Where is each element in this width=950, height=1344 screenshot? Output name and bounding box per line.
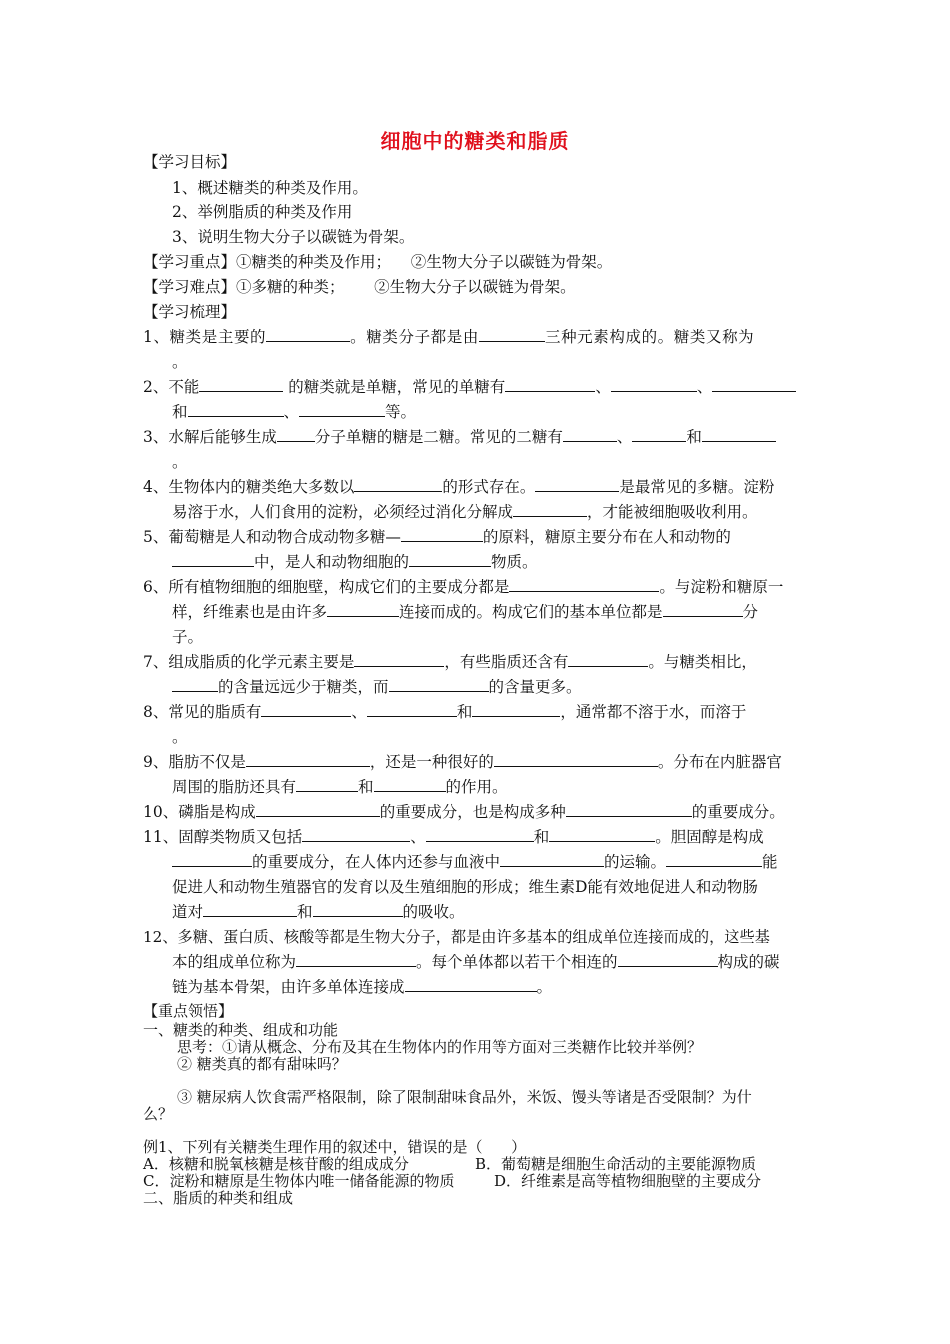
question-11-cont: 的重要成分，在人体内还参与血液中 的运输。 能 <box>172 851 778 873</box>
question-2-cont: 和 、 等。 <box>172 403 417 421</box>
goal-3: 3、说明生物大分子以碳链为骨架。 <box>172 228 415 246</box>
question-7-cont: 的含量远远少于糖类，而 的含量更多。 <box>172 676 582 698</box>
question-9-cont: 周围的脂肪还具有 和 的作用。 <box>172 778 508 796</box>
blank[interactable] <box>389 677 489 692</box>
goals-header: 【学习目标】 <box>143 153 237 171</box>
blank[interactable] <box>405 977 537 992</box>
page-title: 细胞中的糖类和脂质 <box>380 129 570 153</box>
option-d: D．纤维素是高等植物细胞壁的主要成分 <box>494 1172 762 1190</box>
question-1: 1、糖类是主要的 。糖类分子都是由 三种元素构成的。糖类又称为 <box>143 328 755 346</box>
blank[interactable] <box>188 402 284 417</box>
question-12: 12、多糖、蛋白质、核酸等都是生物大分子，都是由许多基本的组成单位连接而成的，这些基 <box>143 928 770 946</box>
blank[interactable] <box>494 752 658 767</box>
think-3-end: 么？ <box>143 1105 174 1123</box>
question-5-cont: 中，是人和动物细胞的 物质。 <box>172 551 538 573</box>
question-11-cont2: 促进人和动物生殖器官的发育以及生殖细胞的形成；维生素D能有效地促进人和动物肠 <box>172 878 758 896</box>
goal-2: 2、举例脂质的种类及作用 <box>172 203 353 221</box>
blank[interactable] <box>618 952 718 967</box>
option-a: A．核糖和脱氧核糖是核苷酸的组成成分 <box>143 1155 409 1173</box>
blank[interactable] <box>702 427 776 442</box>
blank[interactable] <box>246 752 370 767</box>
blank[interactable] <box>513 502 587 517</box>
blank[interactable] <box>479 327 545 342</box>
blank[interactable] <box>367 702 457 717</box>
blank[interactable] <box>563 427 617 442</box>
blank[interactable] <box>199 377 283 392</box>
blank[interactable] <box>299 402 385 417</box>
question-7: 7、组成脂质的化学元素主要是 ，有些脂质还含有 。与糖类相比， <box>143 653 757 671</box>
goal-1: 1、概述糖类的种类及作用。 <box>172 179 368 197</box>
question-8: 8、常见的脂质有 、 和 ，通常都不溶于水，而溶于 <box>143 703 747 721</box>
question-3: 3、水解后能够生成 分子单糖的糖是二糖。常见的二糖有 、 和 <box>143 426 776 448</box>
think-1: 思考：①请从概念、分布及其在生物体内的作用等方面对三类糖作比较并举例？ <box>177 1038 703 1056</box>
blank[interactable] <box>296 777 358 792</box>
question-11: 11、固醇类物质又包括 、 和 。胆固醇是构成 <box>143 828 764 846</box>
question-1-end: 。 <box>172 353 188 371</box>
blank[interactable] <box>203 902 297 917</box>
blank[interactable] <box>712 377 796 392</box>
key-points: 【学习重点】①糖类的种类及作用； ②生物大分子以碳链为骨架。 <box>143 253 613 271</box>
question-12-cont2: 链为基本骨架，由许多单体连接成 。 <box>172 978 553 996</box>
blank[interactable] <box>374 777 446 792</box>
option-b: B．葡萄糖是细胞生命活动的主要能源物质 <box>475 1155 757 1173</box>
question-11-cont3: 道对 和 的吸收。 <box>172 903 465 921</box>
difficulties: 【学习难点】①多糖的种类； ②生物大分子以碳链为骨架。 <box>143 278 576 296</box>
blank[interactable] <box>296 952 416 967</box>
question-10: 10、磷脂是构成 的重要成分，也是构成多种 的重要成分。 <box>143 803 785 821</box>
blank[interactable] <box>535 477 619 492</box>
blank[interactable] <box>172 552 254 567</box>
blank[interactable] <box>409 552 491 567</box>
option-c: C．淀粉和糖原是生物体内唯一储备能源的物质 <box>143 1172 455 1190</box>
think-3: ③ 糖尿病人饮食需严格限制，除了限制甜味食品外，米饭、馒头等诸是否受限制？为什 <box>177 1088 752 1106</box>
think-2: ② 糖类真的都有甜味吗？ <box>177 1055 347 1073</box>
blank[interactable] <box>509 577 659 592</box>
question-4: 4、生物体内的糖类绝大多数以 的形式存在。 是最常见的多糖。淀粉 <box>143 478 775 496</box>
blank[interactable] <box>426 827 534 842</box>
blank[interactable] <box>401 527 483 542</box>
blank[interactable] <box>500 852 604 867</box>
review-header: 【学习梳理】 <box>143 303 237 321</box>
question-6: 6、所有植物细胞的细胞壁，构成它们的主要成分都是 。与淀粉和糖原一 <box>143 578 784 596</box>
blank[interactable] <box>568 652 648 667</box>
blank[interactable] <box>666 852 762 867</box>
blank[interactable] <box>261 702 351 717</box>
blank[interactable] <box>256 802 380 817</box>
question-2: 2、不能 的糖类就是单糖，常见的单糖有 、 、 <box>143 376 796 398</box>
blank[interactable] <box>354 652 444 667</box>
section-1-heading: 一、糖类的种类、组成和功能 <box>143 1021 339 1039</box>
question-3-end: 。 <box>172 453 188 471</box>
blank[interactable] <box>277 427 315 442</box>
blank[interactable] <box>313 902 403 917</box>
question-8-end: 。 <box>172 728 188 746</box>
question-4-cont: 易溶于水，人们食用的淀粉，必须经过消化分解成 ，才能被细胞吸收利用。 <box>172 503 758 521</box>
blank[interactable] <box>266 327 350 342</box>
blank[interactable] <box>663 602 743 617</box>
blank[interactable] <box>549 827 655 842</box>
section-2-heading: 二、脂质的种类和组成 <box>143 1189 294 1207</box>
blank[interactable] <box>611 377 697 392</box>
example-1: 例1、下列有关糖类生理作用的叙述中，错误的是（ ） <box>143 1138 527 1156</box>
blank[interactable] <box>505 377 595 392</box>
blank[interactable] <box>632 427 686 442</box>
question-12-cont: 本的组成单位称为 。每个单体都以若干个相连的 构成的碳 <box>172 953 780 971</box>
blank[interactable] <box>172 677 218 692</box>
blank[interactable] <box>302 827 410 842</box>
blank[interactable] <box>354 477 442 492</box>
focus-header: 【重点领悟】 <box>143 1002 234 1020</box>
blank[interactable] <box>327 602 399 617</box>
blank[interactable] <box>172 852 252 867</box>
question-6-cont: 样，纤维素也是由许多 连接而成的。构成它们的基本单位都是 分 <box>172 603 759 621</box>
question-5: 5、葡萄糖是人和动物合成动物多糖— 的原料，糖原主要分布在人和动物的 <box>143 528 731 546</box>
question-6-end: 子。 <box>172 628 204 646</box>
question-9: 9、脂肪不仅是 ，还是一种很好的 。分布在内脏器官 <box>143 753 782 771</box>
blank[interactable] <box>472 702 560 717</box>
blank[interactable] <box>566 802 692 817</box>
